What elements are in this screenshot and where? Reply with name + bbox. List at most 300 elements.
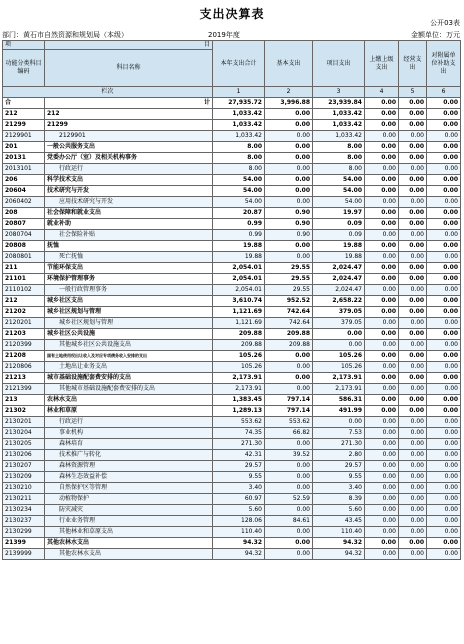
row-value: 0.00	[427, 494, 461, 505]
row-value: 29.55	[265, 274, 313, 285]
row-name: 技术研究与开发	[45, 186, 213, 197]
table-row	[3, 373, 461, 384]
row-value: 0.00	[399, 318, 427, 329]
table-row	[3, 197, 461, 208]
row-value: 0.00	[427, 472, 461, 483]
row-code: 2130237	[3, 516, 45, 527]
row-code: 2120806	[3, 362, 45, 373]
row-code: 2139999	[3, 549, 45, 560]
table-row	[3, 406, 461, 417]
row-value: 553.62	[213, 417, 265, 428]
row-value: 0.00	[427, 208, 461, 219]
row-value: 43.45	[313, 516, 365, 527]
row-value: 0.00	[365, 296, 399, 307]
table-row	[3, 538, 461, 549]
row-value: 0.00	[365, 197, 399, 208]
row-code: 2130210	[3, 483, 45, 494]
row-value: 0.90	[265, 219, 313, 230]
row-value: 0.00	[365, 483, 399, 494]
row-value: 0.00	[365, 351, 399, 362]
row-value: 29.55	[265, 285, 313, 296]
row-value: 29.57	[213, 461, 265, 472]
row-value: 0.00	[265, 461, 313, 472]
row-value: 7.53	[313, 428, 365, 439]
row-value: 2,054.01	[213, 285, 265, 296]
row-value: 0.00	[427, 230, 461, 241]
table-row	[3, 439, 461, 450]
row-code: 20807	[3, 219, 45, 230]
row-value: 0.00	[265, 197, 313, 208]
row-name: 环境保护管理事务	[45, 274, 213, 285]
table-row	[3, 461, 461, 472]
row-name: 防灾减灾	[45, 505, 213, 516]
row-value: 39.52	[265, 450, 313, 461]
row-value: 0.00	[399, 120, 427, 131]
row-value: 8.00	[313, 164, 365, 175]
row-value: 94.32	[313, 538, 365, 549]
row-value: 2.80	[313, 450, 365, 461]
row-value: 0.00	[427, 131, 461, 142]
row-value: 0.00	[265, 142, 313, 153]
row-value: 0.00	[427, 450, 461, 461]
row-value: 0.00	[265, 164, 313, 175]
row-code: 213	[3, 395, 45, 406]
row-value: 0.00	[399, 340, 427, 351]
row-value: 19.88	[213, 252, 265, 263]
row-value: 9.55	[313, 472, 365, 483]
total-row	[3, 98, 461, 109]
total-value: 0.00	[427, 98, 461, 109]
row-value: 0.00	[265, 186, 313, 197]
row-name: 其他农林水支出	[45, 549, 213, 560]
row-value: 0.00	[399, 516, 427, 527]
row-value: 0.00	[427, 296, 461, 307]
row-value: 0.00	[427, 318, 461, 329]
row-value: 0.90	[265, 208, 313, 219]
row-name: 一般行政管理事务	[45, 285, 213, 296]
row-value: 29.55	[265, 263, 313, 274]
row-value: 54.00	[213, 186, 265, 197]
header-basic: 基本支出	[265, 41, 313, 87]
table-row	[3, 109, 461, 120]
table-row	[3, 340, 461, 351]
row-value: 105.26	[213, 351, 265, 362]
row-value: 8.00	[313, 153, 365, 164]
col-num-3: 3	[313, 87, 365, 98]
row-code: 2060402	[3, 197, 45, 208]
row-value: 0.00	[265, 527, 313, 538]
row-value: 54.00	[313, 186, 365, 197]
row-name: 其他城市基础设施配套费安排的支出	[45, 384, 213, 395]
total-he: 合	[3, 98, 45, 109]
row-value: 271.30	[213, 439, 265, 450]
row-value: 0.00	[399, 461, 427, 472]
row-value: 0.00	[427, 307, 461, 318]
row-value: 84.61	[265, 516, 313, 527]
col-num-2: 2	[265, 87, 313, 98]
row-value: 0.00	[365, 516, 399, 527]
row-value: 0.00	[265, 483, 313, 494]
row-value: 0.00	[427, 186, 461, 197]
row-value: 0.00	[365, 395, 399, 406]
row-value: 553.62	[265, 417, 313, 428]
total-value: 0.00	[399, 98, 427, 109]
row-value: 0.00	[365, 461, 399, 472]
table-row	[3, 329, 461, 340]
table-row	[3, 274, 461, 285]
row-value: 0.00	[427, 241, 461, 252]
row-value: 0.00	[399, 362, 427, 373]
row-value: 0.00	[365, 131, 399, 142]
row-value: 42.31	[213, 450, 265, 461]
row-value: 0.00	[399, 351, 427, 362]
row-code: 20808	[3, 241, 45, 252]
row-value: 110.40	[213, 527, 265, 538]
row-value: 0.00	[427, 527, 461, 538]
row-value: 0.00	[427, 439, 461, 450]
row-code: 2120399	[3, 340, 45, 351]
row-code: 208	[3, 208, 45, 219]
row-value: 209.88	[213, 340, 265, 351]
table-row	[3, 175, 461, 186]
row-name: 森林生态效益补偿	[45, 472, 213, 483]
row-value: 0.00	[399, 208, 427, 219]
row-value: 0.00	[399, 384, 427, 395]
row-code: 212	[3, 296, 45, 307]
table-row	[3, 131, 461, 142]
row-name: 其他城乡社区公共设施支出	[45, 340, 213, 351]
row-value: 1,033.42	[213, 109, 265, 120]
row-value: 0.00	[313, 340, 365, 351]
row-value: 0.00	[365, 186, 399, 197]
row-value: 0.00	[399, 439, 427, 450]
row-value: 0.00	[427, 263, 461, 274]
row-value: 0.00	[399, 428, 427, 439]
row-value: 0.00	[399, 164, 427, 175]
table-row	[3, 241, 461, 252]
table-row	[3, 472, 461, 483]
row-code: 2130209	[3, 472, 45, 483]
row-value: 0.00	[365, 219, 399, 230]
row-value: 0.00	[365, 527, 399, 538]
table-row	[3, 285, 461, 296]
row-value: 0.00	[265, 131, 313, 142]
col-num-1: 1	[213, 87, 265, 98]
row-code: 2120201	[3, 318, 45, 329]
row-value: 0.00	[365, 373, 399, 384]
row-value: 0.00	[399, 142, 427, 153]
row-name: 社会保障和就业支出	[45, 208, 213, 219]
table-row	[3, 307, 461, 318]
row-value: 0.00	[427, 428, 461, 439]
table-code: 公开03表	[430, 19, 460, 27]
row-value: 0.00	[427, 417, 461, 428]
row-value: 0.00	[399, 197, 427, 208]
table-row	[3, 120, 461, 131]
row-name: 农林水支出	[45, 395, 213, 406]
row-value: 0.00	[265, 384, 313, 395]
row-value: 2,173.91	[313, 373, 365, 384]
row-value: 3,610.74	[213, 296, 265, 307]
row-value: 0.00	[399, 285, 427, 296]
row-value: 0.00	[399, 395, 427, 406]
row-name: 技术推广与转化	[45, 450, 213, 461]
row-value: 491.99	[313, 406, 365, 417]
total-ji: 计	[45, 98, 213, 109]
table-row	[3, 450, 461, 461]
row-code: 21202	[3, 307, 45, 318]
row-value: 0.00	[427, 395, 461, 406]
row-value: 128.06	[213, 516, 265, 527]
row-value: 0.00	[399, 186, 427, 197]
table-row	[3, 483, 461, 494]
row-value: 797.14	[265, 406, 313, 417]
row-value: 0.00	[427, 142, 461, 153]
row-value: 9.55	[213, 472, 265, 483]
row-value: 0.00	[365, 153, 399, 164]
row-value: 586.31	[313, 395, 365, 406]
row-value: 0.90	[265, 230, 313, 241]
row-value: 0.00	[399, 296, 427, 307]
row-value: 94.32	[213, 538, 265, 549]
row-value: 0.00	[365, 274, 399, 285]
header-item: 项	[3, 41, 45, 50]
header-name: 科目名称	[45, 50, 213, 87]
row-value: 0.00	[365, 505, 399, 516]
row-code: 2013101	[3, 164, 45, 175]
row-value: 0.00	[399, 252, 427, 263]
row-value: 110.40	[313, 527, 365, 538]
row-value: 0.00	[365, 164, 399, 175]
row-value: 0.00	[365, 230, 399, 241]
header-submit: 上缴上级支出	[365, 41, 399, 87]
row-value: 0.00	[365, 307, 399, 318]
table-row	[3, 351, 461, 362]
row-value: 0.00	[365, 494, 399, 505]
row-value: 0.00	[427, 175, 461, 186]
row-value: 952.52	[265, 296, 313, 307]
row-value: 0.00	[427, 373, 461, 384]
row-value: 0.00	[427, 153, 461, 164]
row-value: 74.35	[213, 428, 265, 439]
row-value: 19.88	[313, 241, 365, 252]
row-value: 0.00	[365, 538, 399, 549]
row-value: 0.00	[427, 197, 461, 208]
row-value: 1,289.13	[213, 406, 265, 417]
row-value: 1,033.42	[313, 120, 365, 131]
row-code: 21302	[3, 406, 45, 417]
row-name: 土地出让业务支出	[45, 362, 213, 373]
row-value: 0.09	[313, 219, 365, 230]
row-value: 2,024.47	[313, 285, 365, 296]
table-row	[3, 527, 461, 538]
row-value: 0.00	[365, 142, 399, 153]
row-name: 社会保险补贴	[45, 230, 213, 241]
row-value: 60.97	[213, 494, 265, 505]
row-name: 行政运行	[45, 164, 213, 175]
row-value: 105.26	[213, 362, 265, 373]
row-value: 54.00	[313, 197, 365, 208]
row-value: 66.82	[265, 428, 313, 439]
row-code: 2130201	[3, 417, 45, 428]
row-value: 0.00	[399, 109, 427, 120]
row-value: 2,658.22	[313, 296, 365, 307]
row-value: 209.88	[213, 329, 265, 340]
table-row	[3, 549, 461, 560]
row-code: 2110102	[3, 285, 45, 296]
table-row	[3, 318, 461, 329]
row-value: 0.00	[427, 505, 461, 516]
row-value: 0.00	[265, 538, 313, 549]
header-code: 功能分类科目编码	[3, 50, 45, 87]
total-value: 23,939.84	[313, 98, 365, 109]
table-row	[3, 362, 461, 373]
table-row	[3, 263, 461, 274]
row-name: 行业业务管理	[45, 516, 213, 527]
row-value: 8.00	[213, 164, 265, 175]
row-value: 94.32	[313, 549, 365, 560]
row-value: 0.00	[265, 153, 313, 164]
row-value: 0.00	[399, 505, 427, 516]
row-value: 0.00	[399, 494, 427, 505]
row-name: 一般公共服务支出	[45, 142, 213, 153]
row-name: 科学技术支出	[45, 175, 213, 186]
row-value: 19.88	[313, 252, 365, 263]
row-value: 105.26	[313, 351, 365, 362]
row-value: 0.00	[427, 538, 461, 549]
row-value: 0.99	[213, 219, 265, 230]
row-value: 2,173.91	[213, 373, 265, 384]
row-value: 0.00	[427, 461, 461, 472]
row-value: 0.00	[399, 307, 427, 318]
table-row	[3, 494, 461, 505]
row-value: 0.00	[365, 285, 399, 296]
row-value: 0.00	[399, 329, 427, 340]
row-value: 1,033.42	[213, 131, 265, 142]
row-code: 211	[3, 263, 45, 274]
row-value: 20.87	[213, 208, 265, 219]
table-row	[3, 153, 461, 164]
row-value: 0.00	[265, 241, 313, 252]
row-value: 3.40	[313, 483, 365, 494]
row-name: 行政运行	[45, 417, 213, 428]
row-code: 21208	[3, 351, 45, 362]
row-value: 742.64	[265, 318, 313, 329]
row-value: 0.00	[365, 549, 399, 560]
header-row-item	[3, 41, 461, 50]
row-value: 5.60	[213, 505, 265, 516]
header-project: 项目支出	[313, 41, 365, 87]
row-value: 1,383.45	[213, 395, 265, 406]
row-value: 0.00	[365, 428, 399, 439]
column-number-row	[3, 87, 461, 98]
lanci-label: 栏次	[3, 87, 213, 98]
row-code: 21299	[3, 120, 45, 131]
row-value: 0.00	[265, 373, 313, 384]
row-code: 20604	[3, 186, 45, 197]
row-value: 0.00	[427, 516, 461, 527]
row-code: 21399	[3, 538, 45, 549]
report-title: 支出决算表	[199, 7, 265, 21]
row-value: 0.00	[265, 505, 313, 516]
row-value: 0.00	[365, 241, 399, 252]
row-value: 0.00	[427, 340, 461, 351]
row-value: 0.00	[427, 109, 461, 120]
row-value: 271.30	[313, 439, 365, 450]
row-code: 2121399	[3, 384, 45, 395]
row-value: 2,173.91	[213, 384, 265, 395]
row-value: 0.00	[427, 406, 461, 417]
row-value: 29.57	[313, 461, 365, 472]
row-value: 52.59	[265, 494, 313, 505]
col-num-5: 5	[399, 87, 427, 98]
col-num-4: 4	[365, 87, 399, 98]
row-value: 8.39	[313, 494, 365, 505]
row-value: 8.00	[213, 142, 265, 153]
header-total: 本年支出合计	[213, 41, 265, 87]
row-name: 城乡社区规划与管理	[45, 318, 213, 329]
row-value: 2,024.47	[313, 263, 365, 274]
row-value: 0.00	[399, 527, 427, 538]
row-value: 0.00	[265, 472, 313, 483]
row-name: 城乡社区支出	[45, 296, 213, 307]
row-code: 2080801	[3, 252, 45, 263]
row-value: 0.00	[399, 373, 427, 384]
row-code: 2080704	[3, 230, 45, 241]
row-value: 2,054.01	[213, 263, 265, 274]
row-code: 212	[3, 109, 45, 120]
row-value: 797.14	[265, 395, 313, 406]
expenditure-table	[2, 40, 461, 560]
row-value: 0.00	[399, 153, 427, 164]
row-value: 0.00	[399, 219, 427, 230]
row-value: 209.88	[265, 340, 313, 351]
row-code: 20131	[3, 153, 45, 164]
row-value: 0.00	[399, 406, 427, 417]
row-value: 0.00	[365, 472, 399, 483]
row-value: 0.00	[399, 175, 427, 186]
row-name: 抚恤	[45, 241, 213, 252]
row-value: 0.00	[427, 285, 461, 296]
header-mu: 目	[45, 41, 213, 50]
row-code: 21213	[3, 373, 45, 384]
row-value: 54.00	[213, 175, 265, 186]
row-code: 2130206	[3, 450, 45, 461]
row-name: 2129901	[45, 131, 213, 142]
row-value: 209.88	[265, 329, 313, 340]
row-value: 0.00	[365, 384, 399, 395]
row-value: 742.64	[265, 307, 313, 318]
row-name: 动植物保护	[45, 494, 213, 505]
row-value: 0.00	[427, 252, 461, 263]
row-value: 3.40	[213, 483, 265, 494]
row-value: 0.00	[399, 263, 427, 274]
row-value: 1,121.69	[213, 307, 265, 318]
row-name: 国有土地使用权出让收入及对应专项债务收入安排的支出	[45, 351, 213, 362]
row-value: 0.00	[365, 120, 399, 131]
row-value: 0.09	[313, 230, 365, 241]
row-value: 0.00	[399, 131, 427, 142]
row-value: 0.00	[427, 329, 461, 340]
row-value: 8.00	[313, 142, 365, 153]
row-name: 212	[45, 109, 213, 120]
row-name: 森林资源管理	[45, 461, 213, 472]
row-value: 0.00	[427, 362, 461, 373]
row-code: 201	[3, 142, 45, 153]
row-name: 森林培育	[45, 439, 213, 450]
row-code: 2130299	[3, 527, 45, 538]
fiscal-year: 2019年度	[208, 31, 240, 39]
